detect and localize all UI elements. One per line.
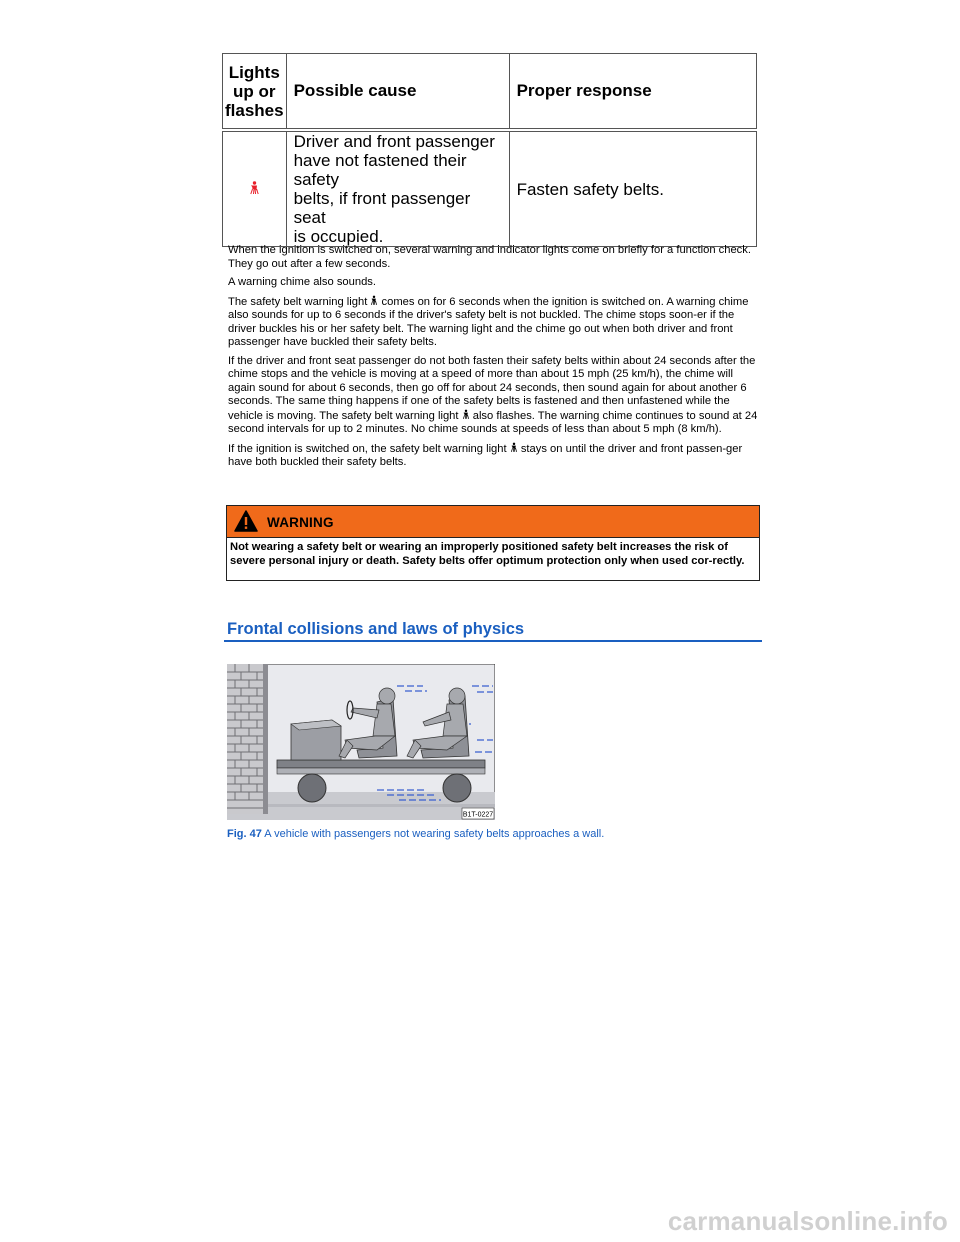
body-text [228,244,760,475]
figure-label: Fig. 47 [227,828,262,840]
seat-belt-icon [462,409,470,420]
figure-caption-text: A vehicle with passengers not wearing safety belts approaches a wall. [264,828,605,840]
cell-light-icon [223,130,287,247]
watermark: carmanualsonline.info [667,1206,948,1236]
figure-caption [227,828,604,840]
paragraph-belt-light: The safety belt warning light comes on for 6 seconds when the ignition is switched on. A warning chime also sounds for up to 6 seconds if the driver's safety belt is not buckled. The chime stops soon-er if the driver buckles his or her safety belt. The warning light and the chime go out when both driver and front passenger have buckled their safety belts. [228,295,749,348]
figure-illustration [227,664,495,820]
seat-belt-icon [510,442,518,453]
warning-text: Not wearing a safety belt or wearing an improperly positioned safety belt increases the risk of severe personal injury or death. Safety belts offer optimum protection only when used cor-rectly. [230,541,745,567]
warning-header [227,506,759,538]
brick-wall [227,664,268,814]
paragraph-stays-on: If the ignition is switched on, the safety belt warning light stays on until the driver and front passen-ger have both buckled their safety belts. [228,442,743,468]
paragraph-function-check: When the ignition is switched on, several warning and indicator lights come on briefly for a function check. They go out after a few seconds. [228,244,751,270]
warning-triangle-icon [234,510,258,532]
header-lights: Lights up or flashes [223,54,287,131]
paragraph-speed-chime: If the driver and front seat passenger do not both fasten their safety belts within about 24 seconds after the chime stops and the vehicle is moving at a speed of more than about 15 mph (25 km/h), the chime will again sound for about 6 seconds, then go off for about 24 seconds, then sound again for about another 6 seconds. The same thing happens if one of the safety belts is fastened and then unfastened while the vehicle is moving. The safety belt warning light also flashes. The warning chime continues to sound at 24 second intervals for up to 2 minutes. No chime sounds at speeds of less than about 5 mph (8 km/h). [228,354,758,435]
vehicle-wall-illustration [227,664,495,820]
figure-code: B1T-0227 [462,811,494,819]
header-possible-cause: Possible cause [286,54,509,131]
seat-belt-icon [370,295,378,306]
warning-title: WARNING [267,515,334,530]
cell-possible-cause: Driver and front passenger have not fastened their safety belts, if front passenger seat is occupied. [286,130,509,247]
indicator-table [222,53,757,247]
table-row [223,130,757,247]
section-divider [224,640,762,642]
section-title: Frontal collisions and laws of physics [227,620,525,638]
paragraph-chime: A warning chime also sounds. [228,276,377,288]
table-header-row [223,54,757,131]
header-proper-response: Proper response [509,54,756,131]
cell-proper-response: Fasten safety belts. [509,130,756,247]
seat-belt-warning-icon [249,181,260,195]
warning-box [226,505,760,581]
